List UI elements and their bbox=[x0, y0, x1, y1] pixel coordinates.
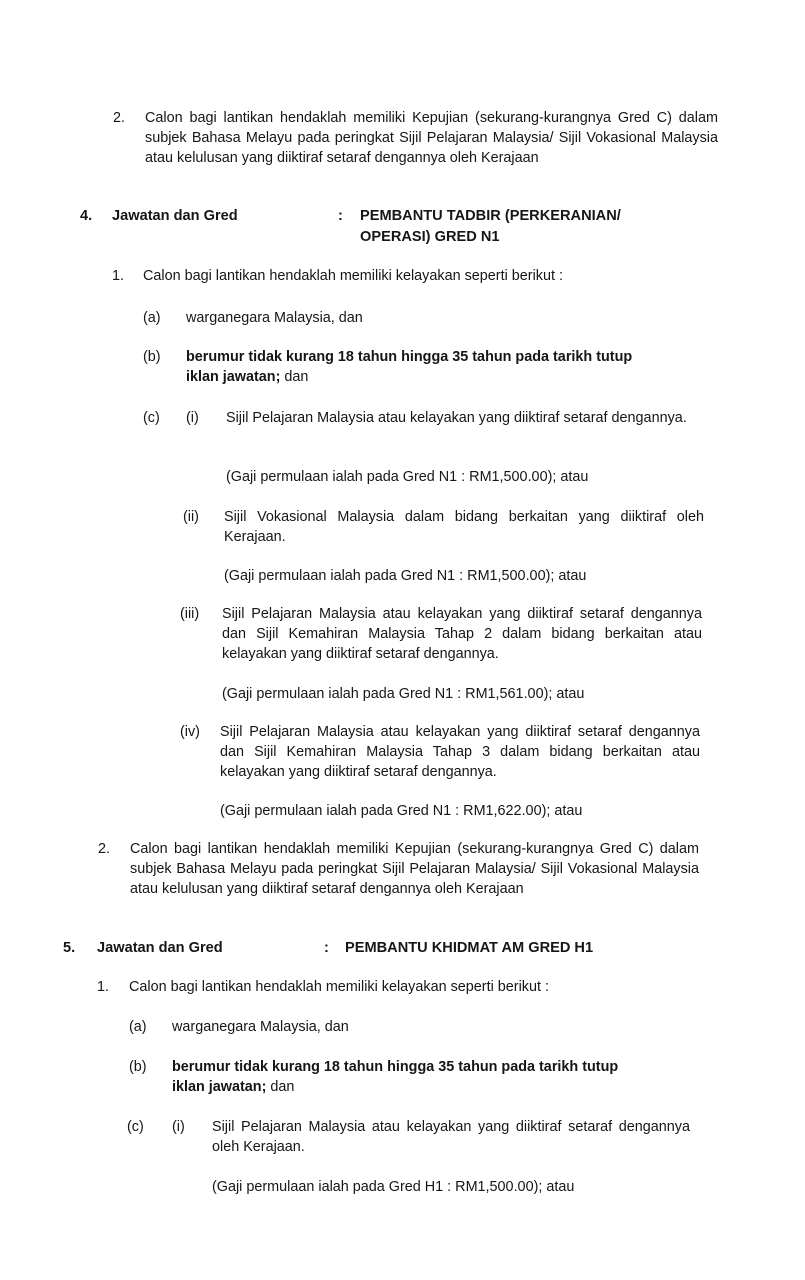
section4-label: Jawatan dan Gred bbox=[112, 208, 238, 224]
section4-b-text bbox=[186, 347, 706, 387]
top-item-number: 2. bbox=[113, 110, 126, 126]
section4-a-marker: (a) bbox=[143, 310, 161, 326]
section4-ci-marker: (i) bbox=[186, 410, 199, 426]
section5-b-text bbox=[172, 1057, 697, 1097]
section5-b-rest: dan bbox=[266, 1079, 295, 1095]
section4-ci-salary: (Gaji permulaan ialah pada Gred N1 : RM1,500.00); atau bbox=[226, 469, 589, 485]
section5-ci-salary: (Gaji permulaan ialah pada Gred H1 : RM1,500.00); atau bbox=[212, 1179, 575, 1195]
section4-ci-text: Sijil Pelajaran Malaysia atau kelayakan yang diiktiraf setaraf dengannya. bbox=[226, 410, 687, 426]
section4-cii-salary: (Gaji permulaan ialah pada Gred N1 : RM1,500.00); atau bbox=[224, 568, 587, 584]
section4-colon: : bbox=[338, 208, 343, 224]
section5-title: PEMBANTU KHIDMAT AM GRED H1 bbox=[345, 940, 594, 956]
section4-ciii-salary: (Gaji permulaan ialah pada Gred N1 : RM1,561.00); atau bbox=[222, 686, 585, 702]
top-item-text: Calon bagi lantikan hendaklah memiliki Kepujian (sekurang-kurangnya Gred C) dalam subjek Bahasa Melayu pada peringkat Sijil Pelajaran Malaysia/ Sijil Vokasional Malaysia atau kelulusan yang diiktiraf setaraf dengannya oleh Kerajaan bbox=[145, 110, 718, 166]
section5-number: 5. bbox=[63, 940, 76, 956]
section4-item2-text: Calon bagi lantikan hendaklah memiliki Kepujian (sekurang-kurangnya Gred C) dalam subjek Bahasa Melayu pada peringkat Sijil Pelajaran Malaysia/ Sijil Vokasional Malaysia atau kelulusan yang diiktiraf setaraf dengannya oleh Kerajaan bbox=[130, 841, 699, 897]
section4-b-marker: (b) bbox=[143, 349, 161, 365]
section4-title-line2: OPERASI) GRED N1 bbox=[360, 229, 500, 245]
section4-item1-text: Calon bagi lantikan hendaklah memiliki kelayakan seperti berikut : bbox=[143, 268, 563, 284]
section4-civ-salary: (Gaji permulaan ialah pada Gred N1 : RM1,622.00); atau bbox=[220, 803, 583, 819]
section4-b-rest: dan bbox=[280, 369, 309, 385]
section5-label: Jawatan dan Gred bbox=[97, 940, 223, 956]
section5-b-bold-line2: iklan jawatan; bbox=[172, 1079, 267, 1095]
section5-a-marker: (a) bbox=[129, 1019, 147, 1035]
section5-item1-number: 1. bbox=[97, 979, 110, 995]
section4-a-text: warganegara Malaysia, dan bbox=[186, 310, 363, 326]
section5-b-marker: (b) bbox=[129, 1059, 147, 1075]
section4-item2-number: 2. bbox=[98, 841, 111, 857]
section4-cii-text: Sijil Vokasional Malaysia dalam bidang berkaitan yang diiktiraf oleh Kerajaan. bbox=[224, 509, 704, 545]
section4-cii-marker: (ii) bbox=[183, 509, 199, 525]
section5-ci-marker: (i) bbox=[172, 1119, 185, 1135]
section5-ci-text: Sijil Pelajaran Malaysia atau kelayakan yang diiktiraf setaraf dengannya oleh Kerajaan. bbox=[212, 1119, 690, 1155]
section4-ciii-text: Sijil Pelajaran Malaysia atau kelayakan yang diiktiraf setaraf dengannya dan Sijil Kemahiran Malaysia Tahap 2 dalam bidang berkaitan atau kelayakan yang diiktiraf setaraf dengannya. bbox=[222, 606, 702, 662]
section5-item1-text: Calon bagi lantikan hendaklah memiliki kelayakan seperti berikut : bbox=[129, 979, 549, 995]
section4-c-marker: (c) bbox=[143, 410, 160, 426]
section4-civ-text: Sijil Pelajaran Malaysia atau kelayakan yang diiktiraf setaraf dengannya dan Sijil Kemahiran Malaysia Tahap 3 dalam bidang berkaitan atau kelayakan yang diiktiraf setaraf dengannya. bbox=[220, 724, 700, 780]
section4-ciii-marker: (iii) bbox=[180, 606, 200, 622]
section4-title-line1: PEMBANTU TADBIR (PERKERANIAN/ bbox=[360, 208, 621, 224]
section4-civ-marker: (iv) bbox=[180, 724, 200, 740]
section5-b-bold-line1: berumur tidak kurang 18 tahun hingga 35 tahun pada tarikh tutup bbox=[172, 1059, 619, 1075]
section4-number: 4. bbox=[80, 208, 93, 224]
section5-colon: : bbox=[324, 940, 329, 956]
section4-b-bold-line1: berumur tidak kurang 18 tahun hingga 35 tahun pada tarikh tutup bbox=[186, 349, 633, 365]
section4-b-bold-line2: iklan jawatan; bbox=[186, 369, 281, 385]
section5-c-marker: (c) bbox=[127, 1119, 144, 1135]
section5-a-text: warganegara Malaysia, dan bbox=[172, 1019, 349, 1035]
section4-item1-number: 1. bbox=[112, 268, 125, 284]
